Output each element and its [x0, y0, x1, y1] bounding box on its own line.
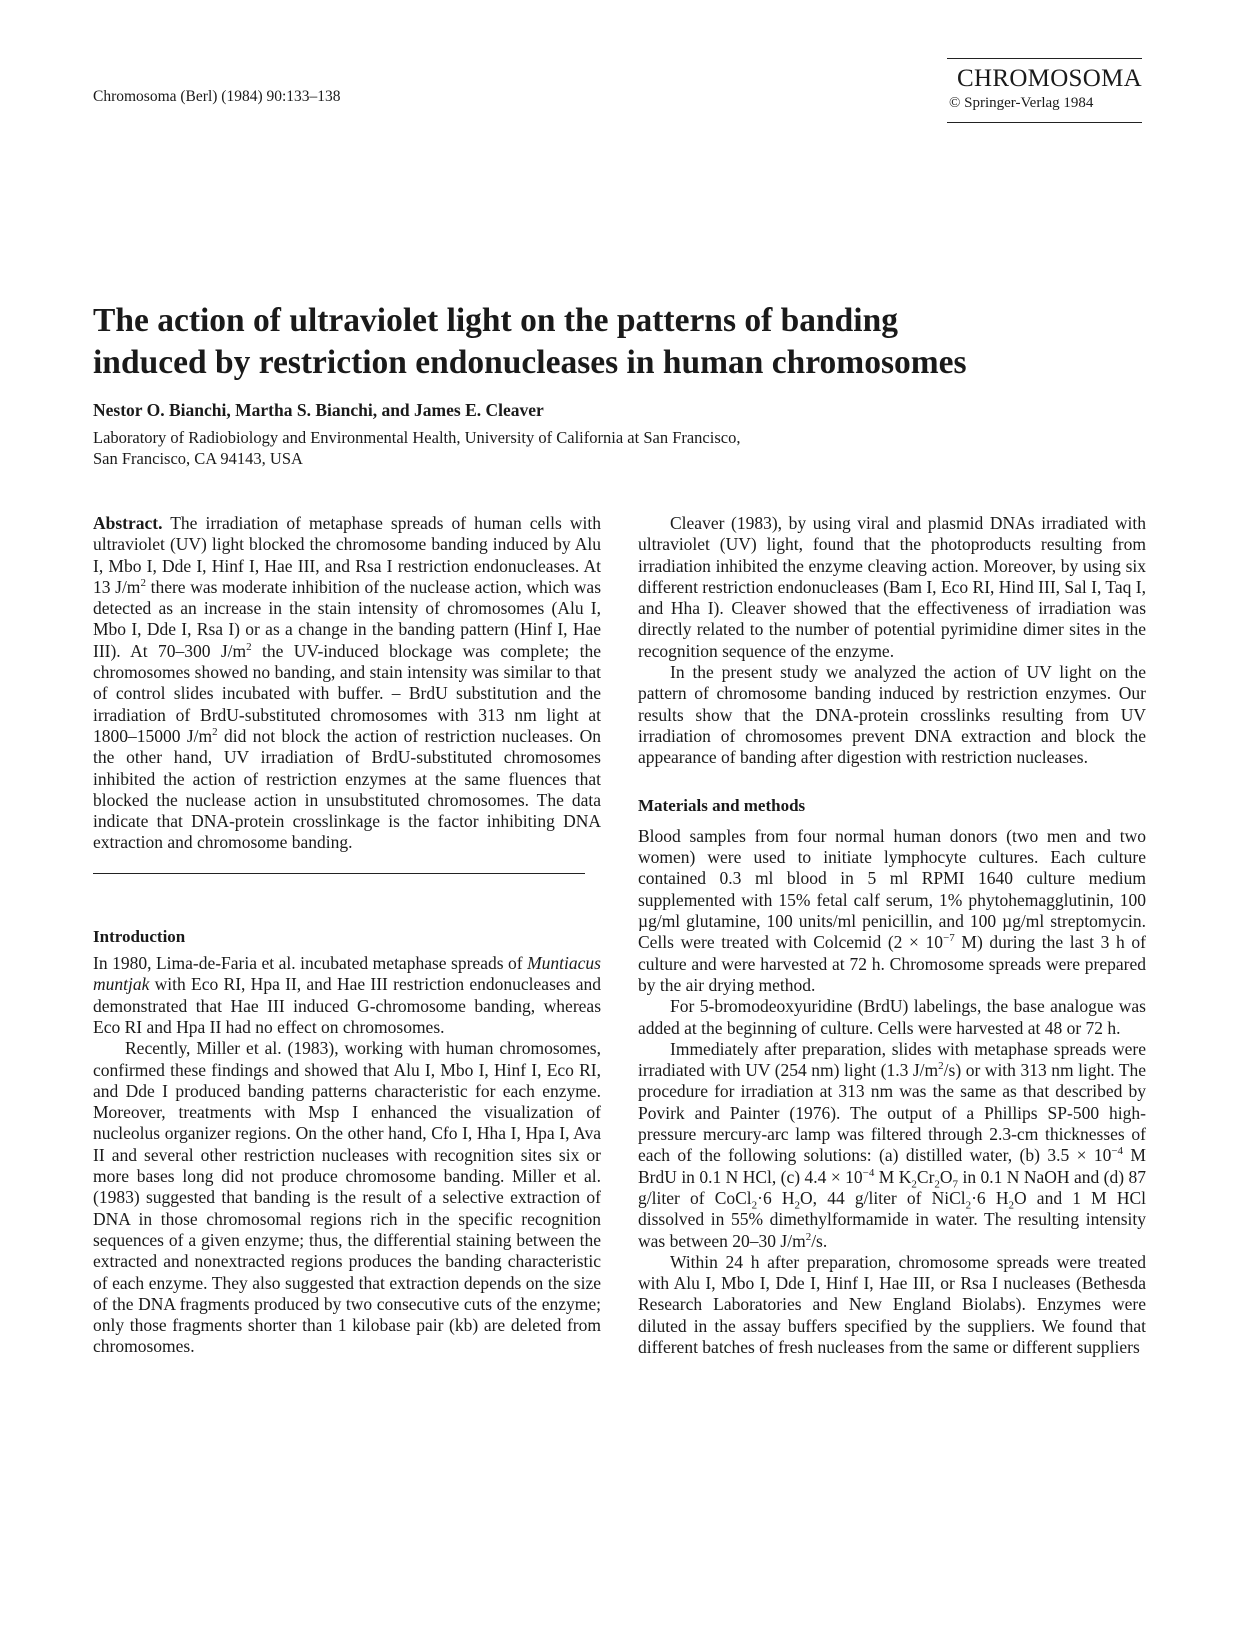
- left-column: [93, 513, 601, 1358]
- abstract-label: Abstract.: [93, 513, 163, 533]
- journal-name: CHROMOSOMA: [957, 65, 1142, 92]
- methods-paragraph-3: Immediately after preparation, slides with metaphase spreads were irradiated with UV (254 nm) light (1.3 $J/m^2/s$) or with 313 nm light. The procedure for irradiation at 313 nm was the same as that described by Povirk and Painter (1976). The output of a Phillips SP-500 high-pressure mercury-arc lamp was filtered through 2.3-cm thicknesses of each of the following solutions: (a) distilled water, (b) $3.5 \times 10^{-4}$ M BrdU in 0.1 N HCl, (c) $4.4 \times 10^{-4}$ M $K_2Cr_2O_7$ in 0.1 N NaOH and (d) 87 g/liter of CoCl$_2$·6 $H_2O$, 44 g/liter of NiCl$_2$·6 $H_2O$ and 1 M HCl dissolved in 55% dimethylformamide in water. The resulting intensity was between 20–30 $J/m^2/s$.: [638, 1038, 1147, 1251]
- affiliation-line-2: San Francisco, CA 94143, USA: [93, 449, 303, 468]
- affiliation: [93, 427, 1093, 469]
- title-line-1: The action of ultraviolet light on the patterns of banding: [93, 302, 898, 339]
- masthead-bottom-rule: [947, 122, 1142, 123]
- title-line-2: induced by restriction endonucleases in human chromosomes: [93, 344, 967, 381]
- intro-continued-paragraph-1: Cleaver (1983), by using viral and plasmid DNAs irradiated with ultraviolet (UV) light, found that the photoproducts resulting from irradiation inhibited the enzyme cleaving action. Moreover, by using six different restriction endonucleases (Bam I, Eco RI, Hind III, Sal I, Taq I, and Hha I). Cleaver showed that the effectiveness of irradiation was directly related to the number of potential pyrimidine dimer sites in the recognition sequence of the enzyme.: [638, 513, 1146, 661]
- introduction-heading: Introduction: [93, 926, 186, 946]
- species-name: Muntiacus muntjak: [93, 953, 601, 995]
- abstract-paragraph: Abstract. The irradiation of metaphase spreads of human cells with ultraviolet (UV) light blocked the chromosome banding induced by Alu I, Mbo I, Dde I, Hinf I, Hae III, and Rsa I restriction endonucleases. At 13 $J/m^2$ there was moderate inhibition of the nuclease action, which was detected as an increase in the stain intensity of chromosomes (Alu I, Mbo I, Dde I, Rsa I) or as a change in the banding pattern (Hinf I, Hae III). At 70–300 $J/m^2$ the UV-induced blockage was complete; the chromosomes showed no banding, and stain intensity was similar to that of control slides incubated with buffer. – BrdU substitution and the irradiation of BrdU-substituted chromosomes with 313 nm light at 1800–15000 $J/m^2$ did not block the action of restriction nucleases. On the other hand, UV irradiation of BrdU-substituted chromosomes inhibited the action of restriction enzymes at the same fluences that blocked the nuclease action in unsubstituted chromosomes. The data indicate that DNA-protein crosslinkage is the factor inhibiting DNA extraction and chromosome banding.: [93, 513, 601, 853]
- methods-heading: Materials and methods: [638, 795, 806, 815]
- author-list: Nestor O. Bianchi, Martha S. Bianchi, and James E. Cleaver: [93, 400, 544, 420]
- methods-paragraph-2: For 5-bromodeoxyuridine (BrdU) labelings, the base analogue was added at the beginning of culture. Cells were harvested at 48 or 72 h.: [638, 996, 1146, 1038]
- introduction-paragraph-1: In 1980, Lima-de-Faria et al. incubated metaphase spreads of Muntiacus muntjak with Eco RI, Hpa II, and Hae III restriction endonucleases and demonstrated that Hae III induced G-chromosome banding, whereas Eco RI and Hpa II had no effect on chromosomes.: [93, 953, 601, 1037]
- right-column: [638, 513, 1146, 1358]
- masthead-top-rule: [947, 58, 1142, 59]
- intro-continued-paragraph-2: In the present study we analyzed the action of UV light on the pattern of chromosome banding induced by restriction enzymes. Our results show that the DNA-protein crosslinks resulting from UV irradiation of chromosomes prevent DNA extraction and block the appearance of banding after digestion with restriction nucleases.: [638, 662, 1146, 768]
- copyright-notice: © Springer-Verlag 1984: [949, 95, 1094, 111]
- methods-paragraph-4: Within 24 h after preparation, chromosome spreads were treated with Alu I, Mbo I, Dde I, Hinf I, Hae III, or Rsa I nucleases (Bethesda Research Laboratories and New England Biolabs). Enzymes were diluted in the assay buffers specified by the suppliers. We found that different batches of fresh nucleases from the same or different suppliers: [638, 1251, 1146, 1357]
- article-title: [93, 300, 1153, 384]
- journal-masthead: [947, 58, 1142, 123]
- introduction-paragraph-2: Recently, Miller et al. (1983), working with human chromosomes, confirmed these findings and showed that Alu I, Mbo I, Hinf I, Eco RI, and Dde I produced banding patterns characteristic for each enzyme. Moreover, treatments with Msp I enhanced the visualization of nucleolus organizer regions. On the other hand, Cfo I, Hha I, Hpa I, Ava II and several other restriction nucleases with recognition sites six or more bases long did not produce chromosome banding. Miller et al. (1983) suggested that banding is the result of a selective extraction of DNA in those chromosomal regions rich in the specific recognition sequences of a given enzyme; thus, the differential staining between the extracted and nonextracted regions produces the banding characteristic of each enzyme. They also suggested that extraction depends on the size of the DNA fragments produced by two consecutive cuts of the enzyme; only those fragments shorter than 1 kilobase pair (kb) are deleted from chromosomes.: [93, 1038, 601, 1357]
- affiliation-line-1: Laboratory of Radiobiology and Environmental Health, University of California at San Francisco,: [93, 428, 741, 447]
- methods-paragraph-1: Blood samples from four normal human donors (two men and two women) were used to initiate lymphocyte cultures. Each culture contained 0.3 ml blood in 5 ml RPMI 1640 culture medium supplemented with 15% fetal calf serum, 1% phytohemagglutinin, 100 µg/ml glutamine, 100 units/ml penicillin, and 100 µg/ml streptomycin. Cells were treated with Colcemid ($2 \times 10^{-7}$ M) during the last 3 h of culture and were harvested at 72 h. Chromosome spreads were prepared by the air drying method.: [638, 825, 1146, 995]
- journal-citation: Chromosoma (Berl) (1984) 90:133–138: [93, 88, 341, 105]
- abstract-divider: [93, 873, 585, 874]
